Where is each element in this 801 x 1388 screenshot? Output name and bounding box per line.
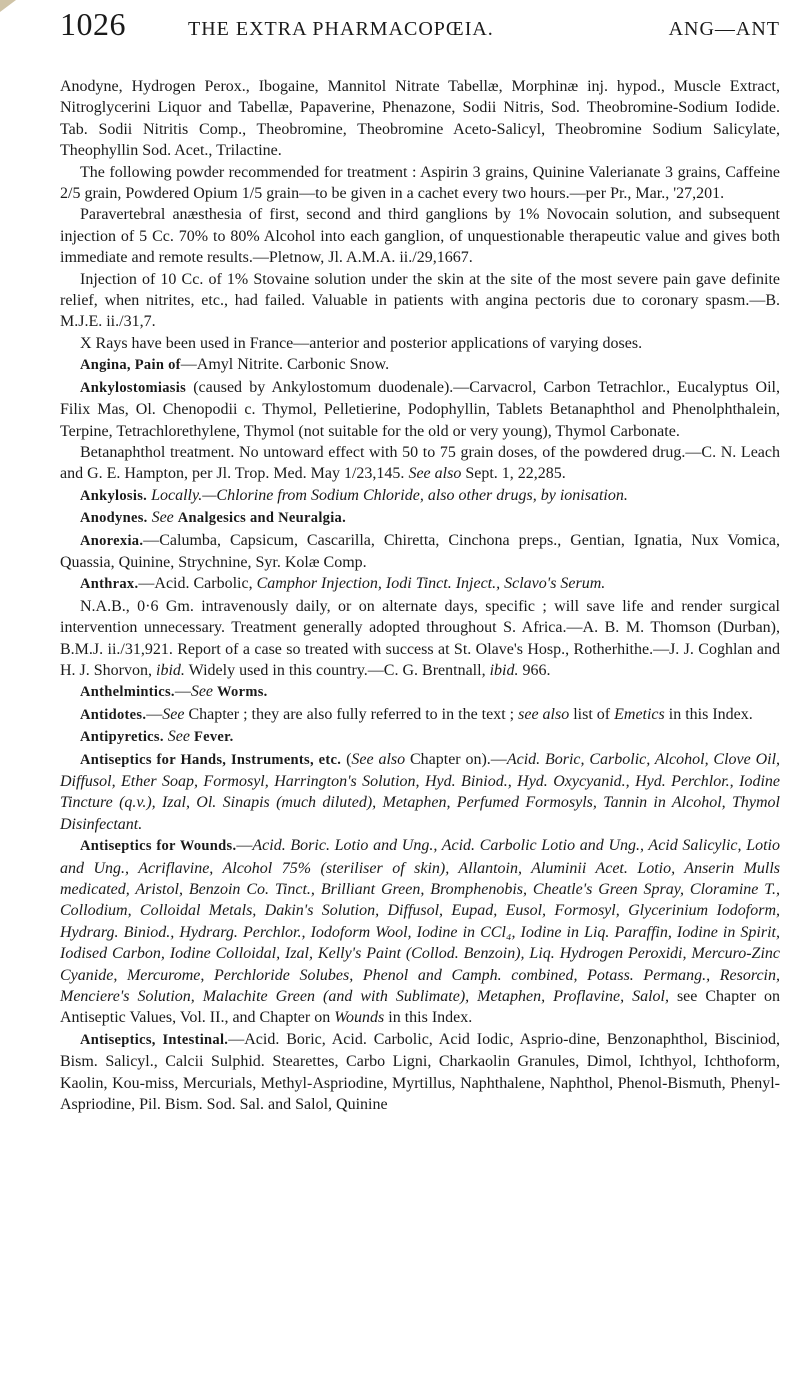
italic-text: Emetics: [614, 705, 665, 723]
body-text: The following powder recommended for treatment : Aspirin 3 grains, Quinine Valerianate 3 grains, Caffeine 2/5 grain, Powdered Opium 1/5 grain—to be given in a cachet every two hours.—per Pr., Mar., '27,201.: [60, 163, 780, 203]
body-text: 966.: [518, 661, 551, 679]
body-text: in this Index.: [664, 705, 753, 723]
body-text: Sept. 1, 22,285.: [461, 465, 566, 483]
body-text: Paravertebral anæsthesia of first, second and third ganglions by 1% Novocain solution, and subsequent injection of 5 Cc. 70% to 80% Alcohol into each ganglion, of unquestionable therapeutic value and gives both immediate and remote results.—Pletnow, Jl. A.M.A. ii./29,1667.: [60, 206, 780, 267]
entry-headword: Anorexia.: [80, 532, 144, 549]
body-text: —: [236, 837, 253, 855]
index-paragraph: [60, 573, 780, 595]
italic-text: See: [162, 705, 185, 723]
body-text: Injection of 10 Cc. of 1% Stovaine solution under the skin at the site of the most severe pain gave definite relief, when nitrites, etc., had failed. Valuable in patients with angina pectoris due to coronary spasm.—B. M.J.E. ii./31,7.: [60, 270, 780, 331]
entry-headword: Anthrax.: [80, 576, 139, 593]
index-paragraph: [60, 354, 780, 376]
page-number: 1026: [60, 6, 126, 42]
index-paragraph: [60, 485, 780, 507]
section-range: ANG—ANT: [668, 18, 780, 40]
italic-text: see also: [518, 705, 570, 723]
entry-headword: Fever.: [193, 729, 234, 746]
body-text: X Rays have been used in France—anterior and posterior applications of varying doses.: [80, 334, 643, 352]
index-paragraph: [60, 269, 780, 333]
entry-headword: Antiseptics for Hands, Instruments, etc.: [80, 751, 342, 768]
italic-text: See also: [408, 465, 462, 483]
body-text: see Chapter on Antiseptic Values, Vol. II., and Chapter on: [60, 988, 781, 1027]
index-paragraph: [60, 681, 780, 703]
body-text: —Amyl Nitrite. Carbonic Snow.: [180, 356, 390, 374]
entry-headword: Antiseptics for Wounds.: [80, 838, 237, 855]
body-text: in this Index.: [384, 1009, 473, 1027]
body-text: Anodyne, Hydrogen Perox., Ibogaine, Mannitol Nitrate Tabellæ, Morphinæ inj. hypod., Muscle Extract, Nitroglycerini Liquor and Tabellæ, Papaverine, Phenazone, Sodii Nitris, Sod. Theobromine-Sodium Iodide. Tab. Sodii Nitritis Comp., Theobromine, Theobromine Aceto-Salicyl, Theobromine Sodium Salicylate, Theophyllin Sod. Acet., Trilactine.: [60, 78, 780, 160]
body-text: Widely used in this country.—C. G. Brentnall,: [184, 661, 490, 679]
body-text: —: [174, 683, 191, 701]
italic-text: ibid.: [156, 661, 185, 679]
index-paragraph: [60, 204, 780, 268]
body-text: (caused by Ankylostomum duodenale).—Carvacrol, Carbon Tetrachlor., Eucalyptus Oil, Filix Mas, Ol. Chenopodii c. Thymol, Pelletierine, Podophyllin, Tablets Betanaphthol and Phenolphthalein, Terpine, Tetrachlorethylene, Thymol (not suitable for the old or very young), Thymol Carbonate.: [60, 378, 780, 440]
entry-headword: Analgesics and Neuralgia.: [177, 510, 346, 527]
entry-headword: Antidotes.: [80, 706, 147, 723]
body-text: —Acid. Carbolic,: [138, 575, 257, 593]
body-text: —Acid. Boric, Acid. Carbolic, Acid Iodic, Asprio-dine, Benzonaphthol, Bisciniod, Bism. Salicyl., Calcii Sulphid. Stearettes, Carbo Ligni, Charkaolin Granules, Dimol, Ichthyol, Ichthoform, Kaolin, Kou-miss, Mercurials, Methyl-Aspriodine, Myrtillus, Naphthalene, Naphthol, Phenol-Bismuth, Phenyl-Aspriodine, Pil. Bism. Sod. Sal. and Salol, Quinine: [60, 1030, 780, 1114]
italic-text: Acid. Boric. Lotio and Ung., Acid. Carbolic Lotio and Ung., Acid Salicylic, Lotio and Ung., Acriflavine, Alcohol 75% (steriliser of skin), Allantoin, Aluminii Acet. Lotio, Anserin Mulls medicated, Aristol, Benzoin Co. Tinct., Brilliant Green, Bromphenobis, Cheatle's Green Spray, Cloramine T., Collodium, Colloidal Metals, Dakin's Solution, Diffusol, Eupad, Eusol, Formosyl, Glycerinium Iodoform, Hydrarg. Biniod., Hydrarg. Perchlor., Iodoform Wool, Iodine in CCl₄, Iodine in Liq. Paraffin, Iodine in Spirit, Iodised Carbon, Iodine Colloidal, Izal, Kelly's Paint (Collod. Benzoin), Liq. Hydrogen Peroxidi, Mercuro-Zinc Cyanide, Mercurome, Perchloride Solubes, Phenol and Camph. combined, Potass. Permang., Resorcin, Menciere's Solution, Malachite Green (and with Sublimate), Metaphen, Proflavine, Salol,: [60, 837, 780, 1006]
index-paragraph: [60, 530, 780, 574]
entry-headword: Anodynes.: [80, 510, 148, 527]
italic-text: Acid. Boric, Carbolic, Alcohol, Clove Oil, Diffusol, Ether Soap, Formosyl, Harrington's Solution, Hyd. Biniod., Hyd. Oxycyanid., Hyd. Perchlor., Iodine Tincture (q.v.), Izal, Ol. Sinapis (much diluted), Metaphen, Perfumed Formosyls, Tannin in Alcohol, Thymol Disinfectant.: [60, 750, 781, 833]
index-paragraph: [60, 333, 780, 354]
entry-headword: Angina, Pain of: [80, 357, 181, 374]
italic-text: See: [167, 728, 190, 746]
italic-text: Locally.—Chlorine from Sodium Chloride, also other drugs, by ionisation.: [151, 486, 628, 504]
body-text: Chapter on).—: [405, 750, 507, 768]
index-body: [60, 76, 780, 1116]
index-paragraph: [60, 76, 780, 162]
index-paragraph: [60, 596, 780, 682]
body-text: (: [341, 750, 352, 768]
entry-headword: Antiseptics, Intestinal.: [80, 1031, 229, 1048]
index-paragraph: [60, 377, 780, 442]
body-text: —Calumba, Capsicum, Cascarilla, Chiretta, Cinchona preps., Gentian, Ignatia, Nux Vomica, Quassia, Quinine, Strychnine, Syr. Kolæ Comp.: [60, 531, 780, 571]
body-text: Chapter ; they are also fully referred to in the text ;: [184, 705, 519, 723]
body-text: —: [146, 705, 163, 723]
italic-text: See: [151, 509, 174, 527]
entry-headword: Ankylosis.: [80, 487, 148, 504]
body-text: Betanaphthol treatment. No untoward effect with 50 to 75 grain doses, of the powdered drug.—C. N. Leach and G. E. Hampton, per Jl. Trop. Med. May 1/23,145.: [60, 443, 780, 483]
italic-text: See: [190, 683, 214, 701]
running-title: THE EXTRA PHARMACOPŒIA.: [188, 18, 494, 40]
italic-text: See also: [351, 750, 406, 768]
index-paragraph: [60, 507, 780, 529]
entry-headword: Antipyretics.: [80, 729, 164, 746]
entry-headword: Ankylostomiasis: [80, 379, 187, 396]
index-paragraph: [60, 1029, 780, 1116]
entry-headword: Worms.: [217, 684, 268, 701]
body-text: N.A.B., 0·6 Gm. intravenously daily, or on alternate days, specific ; will save life and render surgical intervention unnecessary. Treatment generally adopted throughout S. Africa.—A. B. M. Thomson (Durban), B.M.J. ii./31,921. Report of a case so treated with success at St. Olave's Hosp., Rotherhithe.—J. J. Coghlan and H. J. Shorvon,: [60, 597, 780, 679]
page-header: [60, 6, 782, 50]
italic-text: Wounds: [334, 1009, 385, 1027]
index-paragraph: [60, 442, 780, 485]
index-paragraph: [60, 726, 780, 748]
body-text: list of: [569, 705, 615, 723]
entry-headword: Anthelmintics.: [80, 684, 175, 701]
index-paragraph: [60, 835, 780, 1029]
page-corner-edge: [0, 0, 16, 12]
index-paragraph: [60, 162, 780, 205]
index-paragraph: [60, 704, 780, 726]
index-paragraph: [60, 749, 780, 836]
italic-text: Camphor Injection, Iodi Tinct. Inject., Sclavo's Serum.: [256, 575, 606, 593]
italic-text: ibid.: [489, 661, 519, 679]
